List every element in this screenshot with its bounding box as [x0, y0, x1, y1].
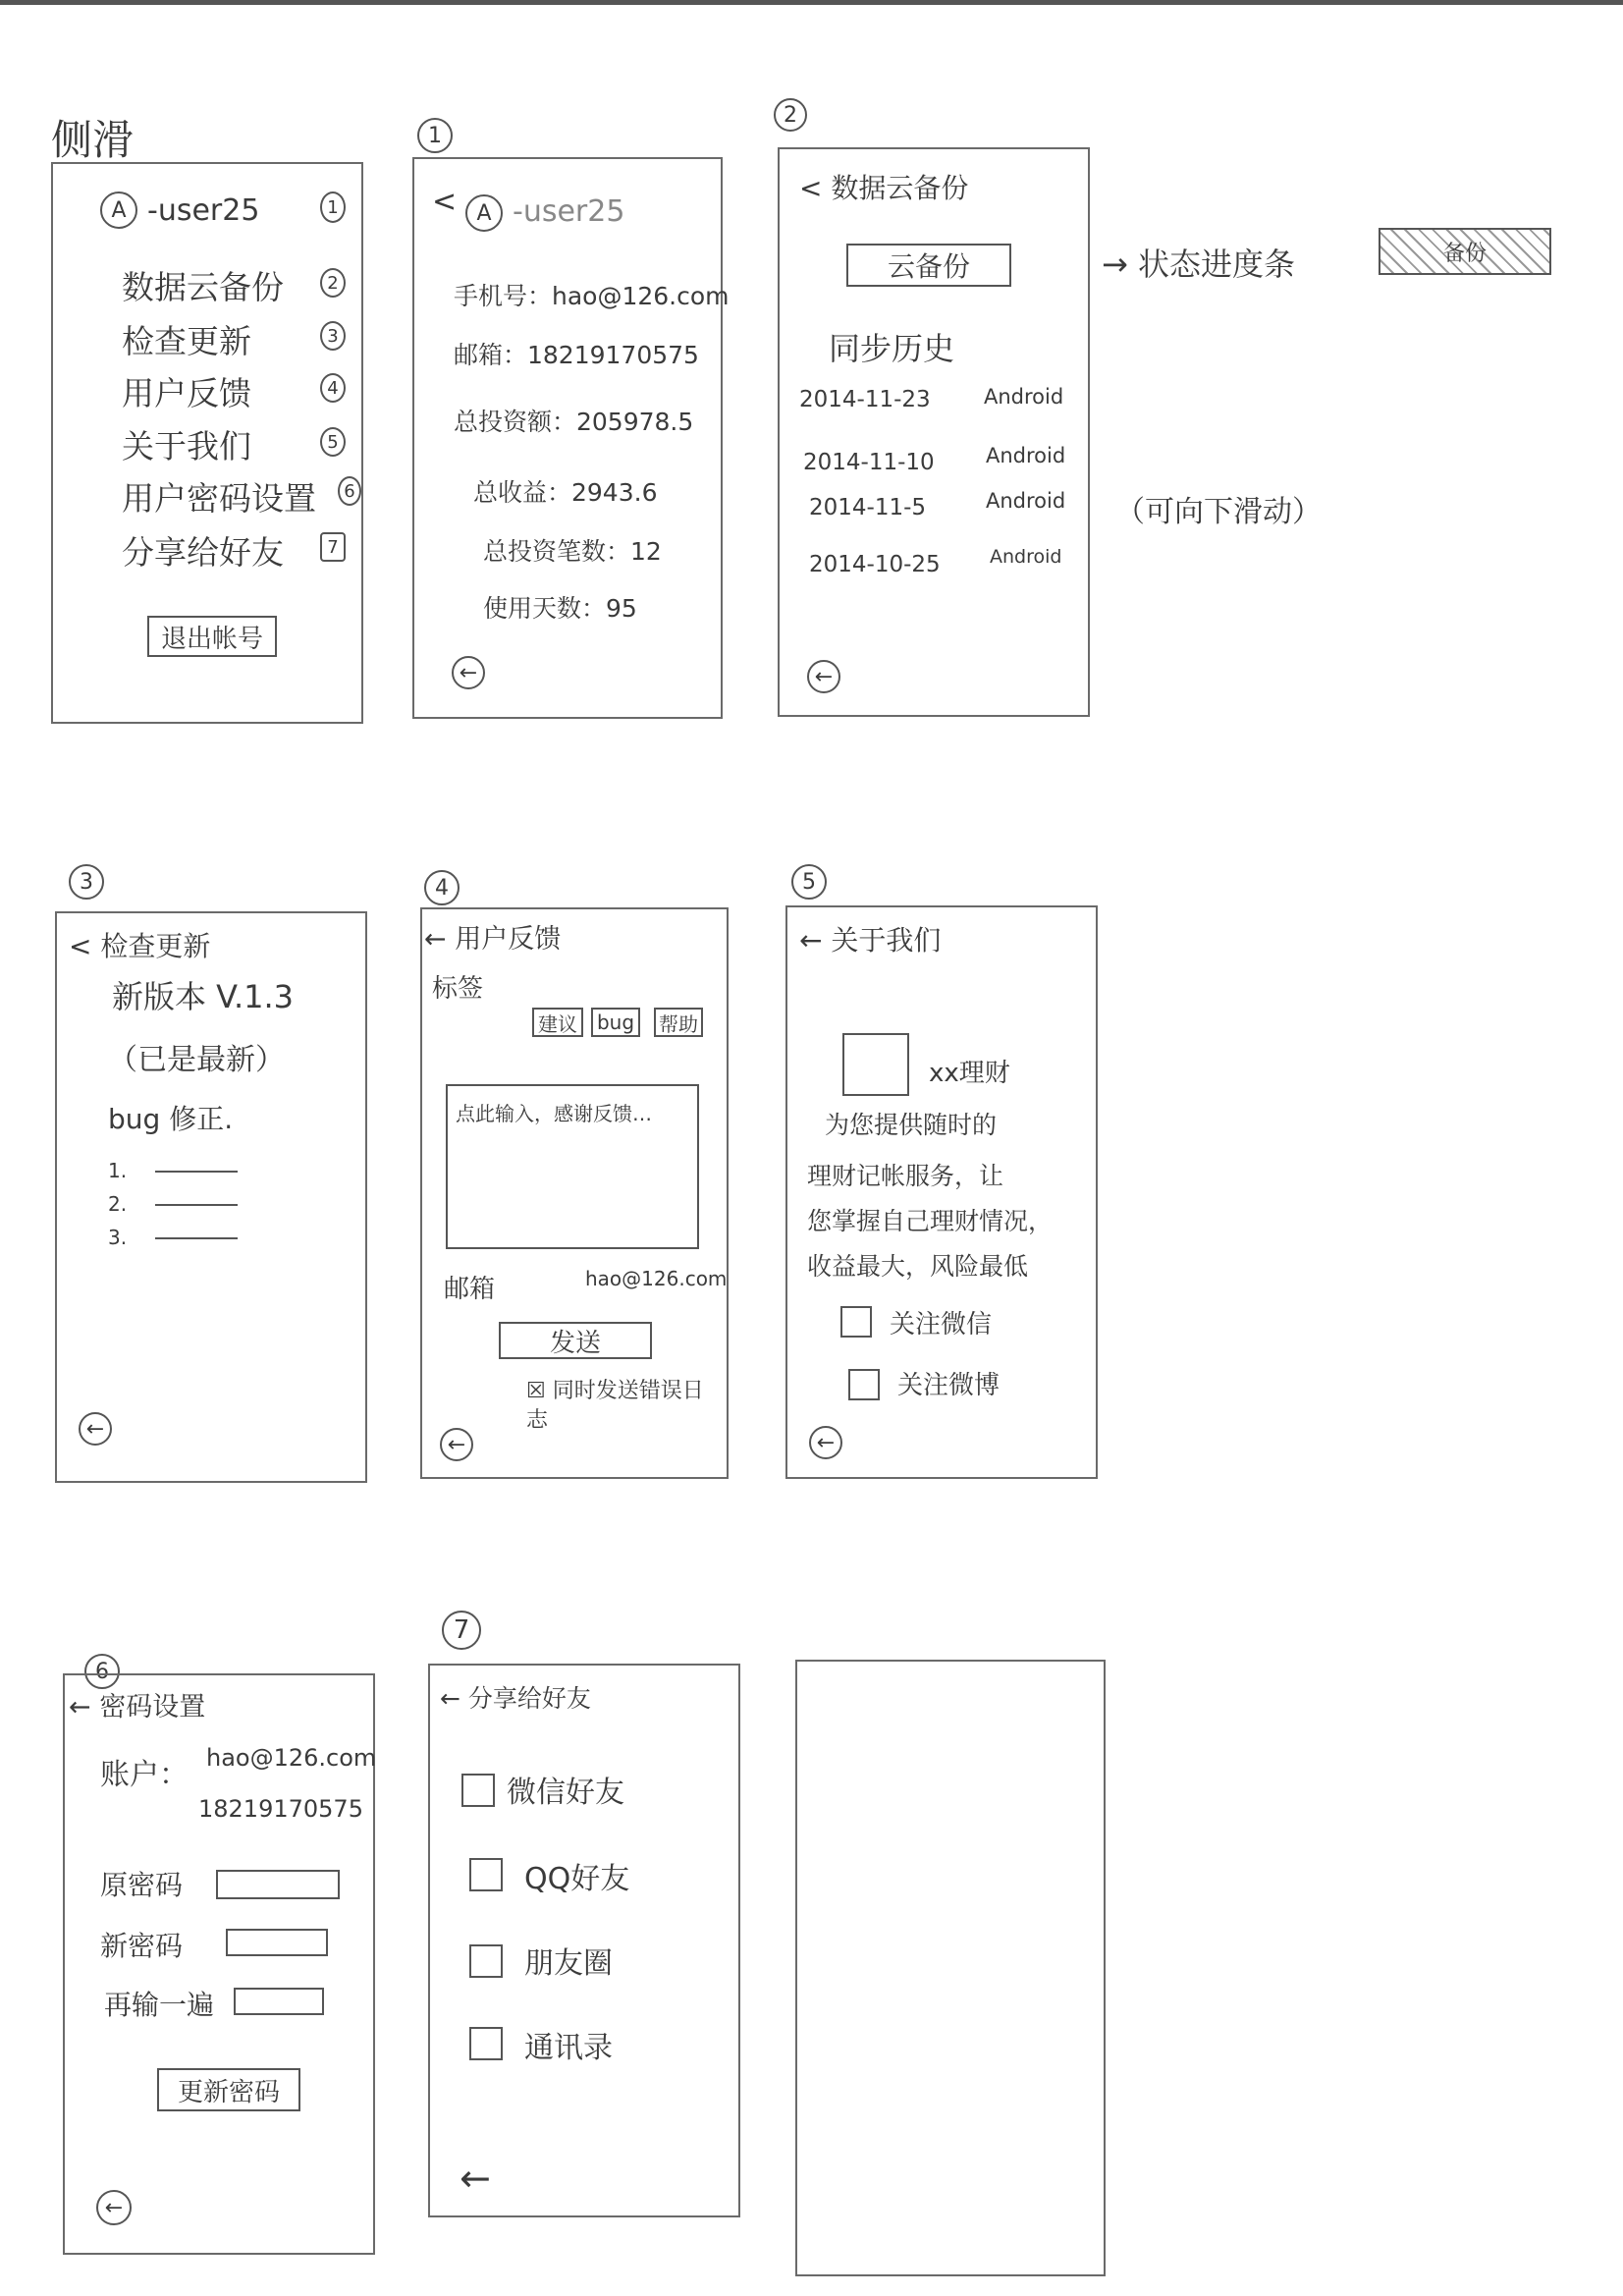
- profile-row: 手机号：hao@126.com: [454, 282, 730, 310]
- send-log-checkbox[interactable]: ☒ 同时发送错误日志: [526, 1379, 704, 1433]
- history-date: 2014-11-5: [809, 495, 927, 520]
- history-date: 2014-11-10: [803, 450, 935, 475]
- bug-line: [155, 1237, 238, 1239]
- feedback-textarea[interactable]: [446, 1084, 699, 1249]
- send-button[interactable]: 发送: [499, 1322, 652, 1359]
- back-circle-icon[interactable]: ←: [440, 1428, 473, 1461]
- menu-item-share[interactable]: 分享给好友: [122, 533, 284, 572]
- confirm-password-label: 再输一遍: [104, 1989, 215, 2021]
- latest-text: （已是最新）: [108, 1043, 285, 1077]
- panel-number: 3: [69, 864, 104, 900]
- email-value[interactable]: hao@126.com: [585, 1267, 728, 1290]
- logout-button[interactable]: 退出帐号: [147, 616, 277, 657]
- menu-item-cloud-backup[interactable]: 数据云备份: [122, 268, 284, 306]
- scroll-note: （可向下滑动）: [1115, 495, 1322, 529]
- follow-weibo-label: 关注微博: [897, 1371, 1001, 1400]
- bug-item: 1.: [108, 1159, 128, 1182]
- password-panel: [63, 1673, 375, 2255]
- share-item-contacts[interactable]: 通讯录: [524, 2031, 613, 2065]
- panel-title: ← 关于我们: [799, 924, 942, 957]
- new-password-input[interactable]: [226, 1929, 328, 1956]
- profile-row: 总投资额：205978.5: [454, 408, 694, 436]
- tag-chip[interactable]: 帮助: [654, 1008, 703, 1037]
- panel-title: < 检查更新: [69, 930, 211, 962]
- account-label: 账户：: [100, 1758, 189, 1792]
- step-number: 2: [320, 268, 346, 298]
- step-number: 1: [320, 191, 346, 223]
- cloud-backup-button[interactable]: 云备份: [846, 244, 1011, 287]
- new-password-label: 新密码: [100, 1930, 184, 1962]
- panel-number: 7: [442, 1611, 481, 1650]
- contacts-icon: [469, 2027, 503, 2060]
- share-item-moments[interactable]: 朋友圈: [524, 1946, 613, 1981]
- account-email: hao@126.com: [206, 1744, 377, 1772]
- profile-panel: [412, 157, 730, 719]
- old-password-label: 原密码: [100, 1869, 184, 1901]
- old-password-input[interactable]: [216, 1870, 340, 1899]
- step-number: 7: [320, 532, 346, 562]
- bug-title: bug 修正.: [108, 1103, 234, 1135]
- panel-title: ← 用户反馈: [424, 924, 562, 955]
- username: -user25: [513, 194, 625, 229]
- cloud-backup-panel: [778, 147, 1090, 717]
- panel-number: 1: [417, 118, 453, 153]
- history-os: Android: [986, 444, 1066, 467]
- share-item-wechat[interactable]: 微信好友: [507, 1776, 624, 1810]
- about-text: 您掌握自己理财情况，: [807, 1207, 1054, 1235]
- sidebar-panel: [51, 162, 363, 724]
- step-number: 6: [338, 476, 361, 506]
- step-number: 4: [320, 373, 346, 403]
- history-date: 2014-10-25: [809, 552, 941, 577]
- profile-row: 总投资笔数：12: [483, 537, 662, 566]
- username: -user25: [147, 193, 260, 228]
- about-text: 收益最大，风险最低: [807, 1252, 1029, 1281]
- back-circle-icon[interactable]: ←: [452, 656, 485, 689]
- account-phone: 18219170575: [198, 1795, 363, 1823]
- follow-wechat-label: 关注微信: [890, 1310, 993, 1339]
- progress-note: → 状态进度条: [1102, 246, 1295, 283]
- about-panel: [785, 905, 1098, 1479]
- back-circle-icon[interactable]: ←: [79, 1412, 112, 1446]
- update-panel: [55, 911, 367, 1483]
- page-top-border: [0, 0, 1623, 5]
- history-os: Android: [984, 385, 1064, 409]
- wechat-friends-icon: [461, 1774, 495, 1807]
- progress-bar: [1379, 228, 1551, 275]
- tag-label: 标签: [432, 974, 484, 1004]
- about-text: 理财记帐服务，让: [807, 1162, 1004, 1190]
- panel-title: < 数据云备份: [799, 172, 969, 204]
- bug-line: [155, 1204, 238, 1206]
- bug-item: 3.: [108, 1226, 128, 1249]
- bug-line: [155, 1171, 238, 1173]
- back-circle-icon[interactable]: ←: [809, 1426, 842, 1459]
- page-title: 侧滑: [51, 116, 135, 164]
- panel-title: ← 密码设置: [69, 1692, 206, 1722]
- tag-chip[interactable]: bug: [591, 1008, 640, 1037]
- panel-number: 6: [84, 1654, 120, 1689]
- qq-friends-icon: [469, 1858, 503, 1891]
- back-arrow-icon[interactable]: ←: [460, 2157, 491, 2200]
- share-item-qq[interactable]: QQ好友: [524, 1862, 630, 1896]
- history-title: 同步历史: [829, 330, 955, 367]
- tag-chip[interactable]: 建议: [532, 1008, 583, 1037]
- menu-item-feedback[interactable]: 用户反馈: [122, 374, 251, 412]
- back-icon[interactable]: <: [432, 185, 458, 219]
- weibo-checkbox[interactable]: [848, 1369, 880, 1400]
- step-number: 5: [320, 427, 346, 457]
- history-os: Android: [990, 546, 1062, 568]
- history-date: 2014-11-23: [799, 387, 931, 412]
- panel-number: 2: [774, 98, 807, 132]
- bug-item: 2.: [108, 1192, 128, 1216]
- feedback-panel: [420, 907, 729, 1479]
- progress-text: 备份: [1442, 241, 1487, 266]
- step-number: 3: [320, 321, 346, 351]
- empty-panel: [795, 1660, 1106, 2276]
- avatar: A: [465, 194, 503, 232]
- feedback-placeholder: 点此输入，感谢反馈…: [456, 1102, 652, 1125]
- back-circle-icon[interactable]: ←: [96, 2190, 132, 2225]
- about-text: 为您提供随时的: [825, 1111, 998, 1139]
- profile-row: 使用天数：95: [483, 594, 637, 623]
- menu-item-about[interactable]: 关于我们: [122, 427, 251, 465]
- share-panel: [428, 1664, 740, 2217]
- back-circle-icon[interactable]: ←: [807, 660, 840, 693]
- history-os: Android: [986, 489, 1066, 513]
- profile-row: 邮箱：18219170575: [454, 341, 699, 369]
- version-text: 新版本 V.1.3: [112, 978, 295, 1015]
- panel-number: 5: [791, 864, 827, 900]
- menu-item-check-update[interactable]: 检查更新: [122, 322, 251, 360]
- update-password-button[interactable]: 更新密码: [157, 2068, 300, 2111]
- moments-icon: [469, 1944, 503, 1978]
- menu-item-password[interactable]: 用户密码设置: [122, 479, 316, 518]
- avatar: A: [100, 191, 137, 229]
- confirm-password-input[interactable]: [234, 1988, 324, 2015]
- profile-row: 总收益：2943.6: [473, 478, 658, 507]
- panel-title: ← 分享给好友: [440, 1684, 591, 1713]
- panel-number: 4: [424, 870, 460, 905]
- app-name: xx理财: [929, 1059, 1010, 1088]
- wechat-checkbox[interactable]: [840, 1306, 872, 1338]
- app-logo: [842, 1033, 909, 1096]
- email-label: 邮箱: [444, 1275, 496, 1304]
